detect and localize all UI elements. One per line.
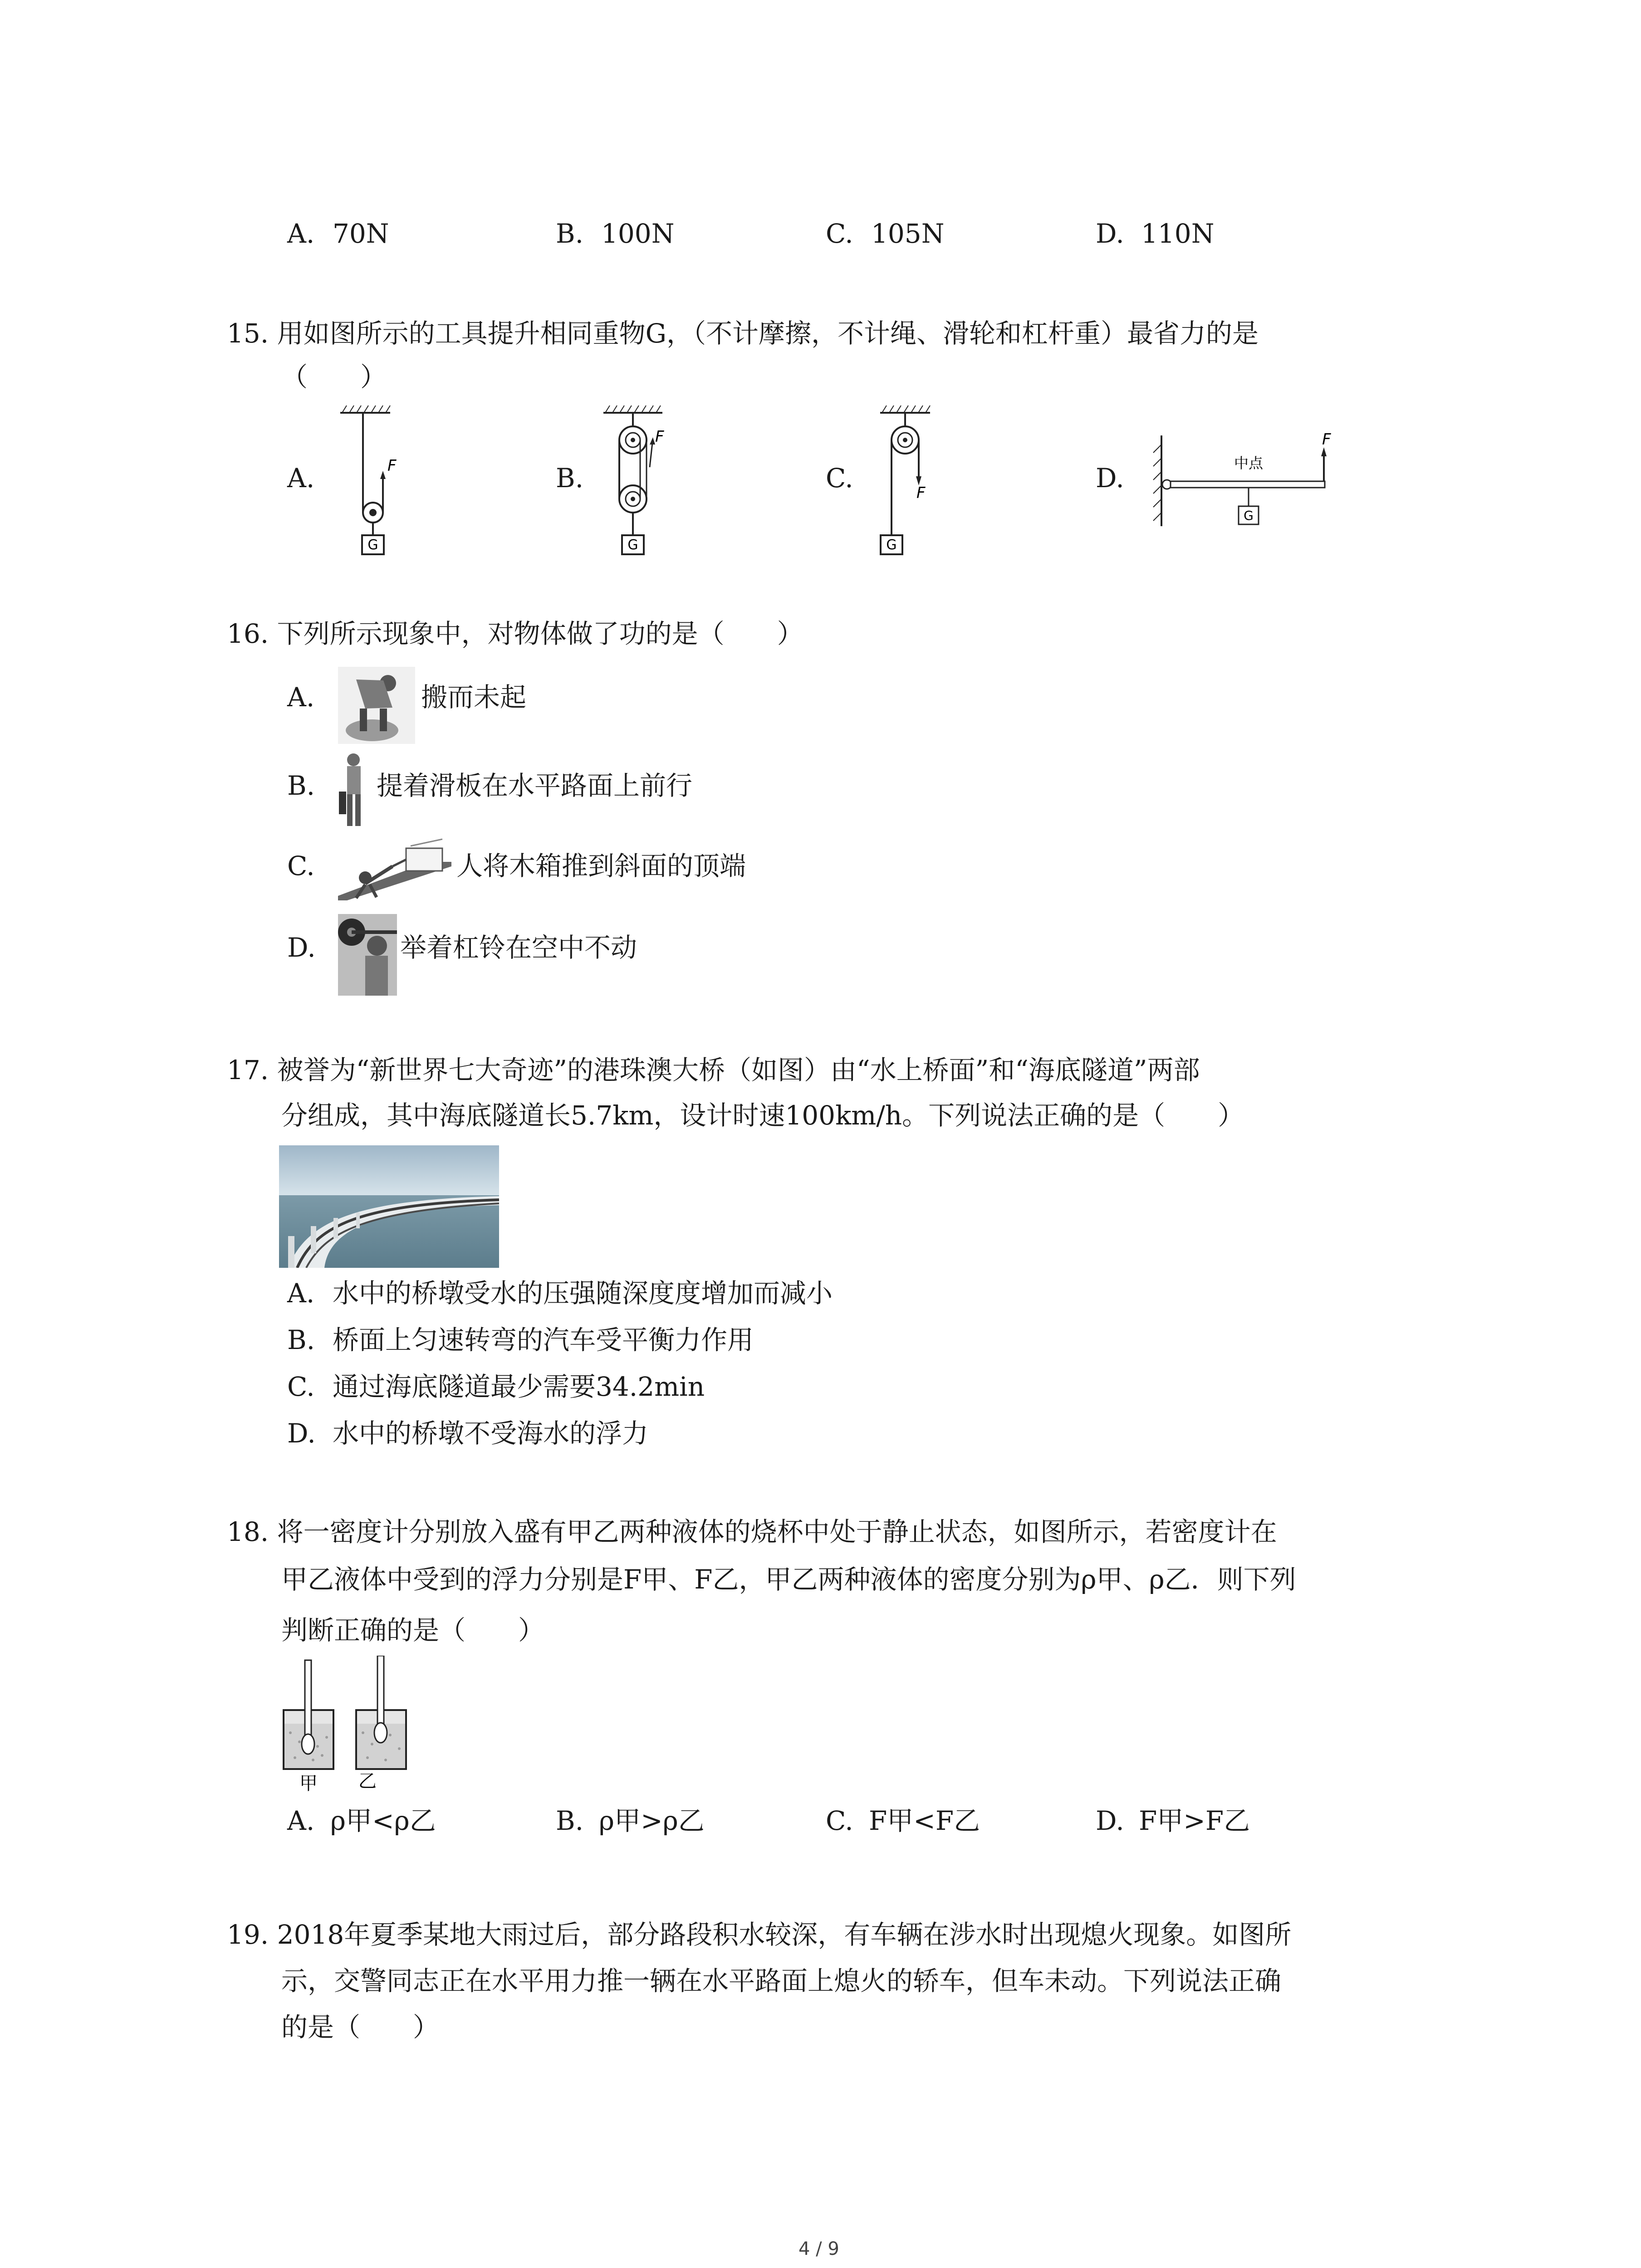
q18-option-b-text: ρ甲>ρ乙 [599, 1805, 705, 1836]
q17-option-d-text: 水中的桥墩不受海水的浮力 [333, 1418, 649, 1449]
pulley-figure-c [862, 399, 944, 562]
q15-stem-line2: （ ） [281, 362, 387, 392]
q18-option-d-label: D. [1096, 1805, 1124, 1836]
q18-stem-line2: 甲乙液体中受到的浮力分别是F甲、F乙，甲乙两种液体的密度分别为ρ甲、ρ乙．则下列 [281, 1564, 1296, 1595]
q16-option-b-label: B. [287, 770, 315, 801]
pulley-figure-a [336, 399, 417, 562]
q15-option-d-label: D. [1096, 463, 1124, 494]
q18-option-a-label: A. [287, 1805, 315, 1836]
q16-option-d-text: 举着杠铃在空中不动 [400, 932, 637, 963]
q18-option-a-text: ρ甲<ρ乙 [330, 1805, 436, 1836]
push-box-incline-image [338, 835, 451, 900]
bridge-photo [279, 1145, 499, 1268]
q16-option-c-text: 人将木箱推到斜面的顶端 [456, 850, 746, 881]
q19-stem-line1: 19. 2018年夏季某地大雨过后，部分路段积水较深，有车辆在涉水时出现熄火现象。如图所 [227, 1919, 1292, 1950]
lever-figure-d [1143, 426, 1343, 535]
q18-option-d-text: F甲>F乙 [1139, 1805, 1250, 1836]
q18-option-c-text: F甲<F乙 [869, 1805, 980, 1836]
force-label: F [916, 484, 926, 502]
q15-option-b-label: B. [556, 463, 584, 494]
q14-option-a-label: A. [287, 218, 315, 249]
weight-label: G [627, 537, 638, 553]
midpoint-label: 中点 [1234, 455, 1264, 472]
person-carrying-skateboard-image [338, 751, 370, 832]
q16-option-c-label: C. [287, 850, 315, 881]
beaker-label-right: 乙 [358, 1771, 377, 1792]
q18-stem-line1: 18. 将一密度计分别放入盛有甲乙两种液体的烧杯中处于静止状态，如图所示，若密度计在 [227, 1516, 1277, 1547]
q16-option-a-text: 搬而未起 [421, 682, 527, 713]
hydrometer-beakers-figure [277, 1656, 431, 1805]
q17-stem-line1: 17. 被誉为“新世界七大奇迹”的港珠澳大桥（如图）由“水上桥面”和“海底隧道”两部 [227, 1055, 1200, 1085]
force-label: F [655, 428, 664, 446]
page-number: 4 / 9 [798, 2239, 839, 2259]
q14-option-a-text: 70N [333, 218, 389, 249]
q15-option-a-label: A. [287, 463, 315, 494]
q14-option-c-text: 105N [871, 218, 945, 249]
q17-option-a-text: 水中的桥墩受水的压强随深度度增加而减小 [333, 1278, 833, 1309]
weight-label: G [886, 537, 897, 553]
weightlifter-image [338, 914, 397, 996]
q19-stem-line2: 示，交警同志正在水平用力推一辆在水平路面上熄火的轿车，但车未动。下列说法正确 [281, 1965, 1282, 1996]
q19-stem-line3: 的是（ ） [281, 2012, 440, 2043]
q16-option-a-label: A. [287, 682, 315, 713]
q18-option-c-label: C. [826, 1805, 853, 1836]
q15-stem-line1: 15. 用如图所示的工具提升相同重物G，（不计摩擦，不计绳、滑轮和杠杆重）最省力的是 [227, 318, 1259, 349]
q18-stem-line3: 判断正确的是（ ） [281, 1615, 545, 1646]
q17-option-d-label: D. [287, 1418, 316, 1449]
q17-option-c-label: C. [287, 1371, 315, 1402]
pulley-figure-b [599, 399, 681, 562]
q17-option-b-text: 桥面上匀速转弯的汽车受平衡力作用 [333, 1325, 754, 1355]
q18-option-b-label: B. [556, 1805, 584, 1836]
q15-option-c-label: C. [826, 463, 853, 494]
q16-stem: 16. 下列所示现象中，对物体做了功的是（ ） [227, 618, 803, 649]
beaker-label-left: 甲 [299, 1773, 318, 1794]
weight-label: G [367, 537, 378, 553]
q16-option-b-text: 提着滑板在水平路面上前行 [377, 770, 693, 801]
force-label: F [387, 457, 397, 475]
force-label: F [1322, 430, 1331, 449]
person-lifting-image [338, 667, 415, 744]
q14-option-c-label: C. [826, 218, 853, 249]
q14-option-b-text: 100N [601, 218, 675, 249]
weight-label: G [1244, 508, 1254, 523]
q17-option-b-label: B. [287, 1325, 315, 1355]
q17-option-c-text: 通过海底隧道最少需要34.2min [333, 1371, 705, 1402]
q14-option-b-label: B. [556, 218, 584, 249]
q17-stem-line2: 分组成，其中海底隧道长5.7km，设计时速100km/h。下列说法正确的是（ ） [281, 1100, 1244, 1131]
q16-option-d-label: D. [287, 932, 316, 963]
q14-option-d-text: 110N [1141, 218, 1215, 249]
q17-option-a-label: A. [287, 1278, 315, 1309]
q14-option-d-label: D. [1096, 218, 1124, 249]
